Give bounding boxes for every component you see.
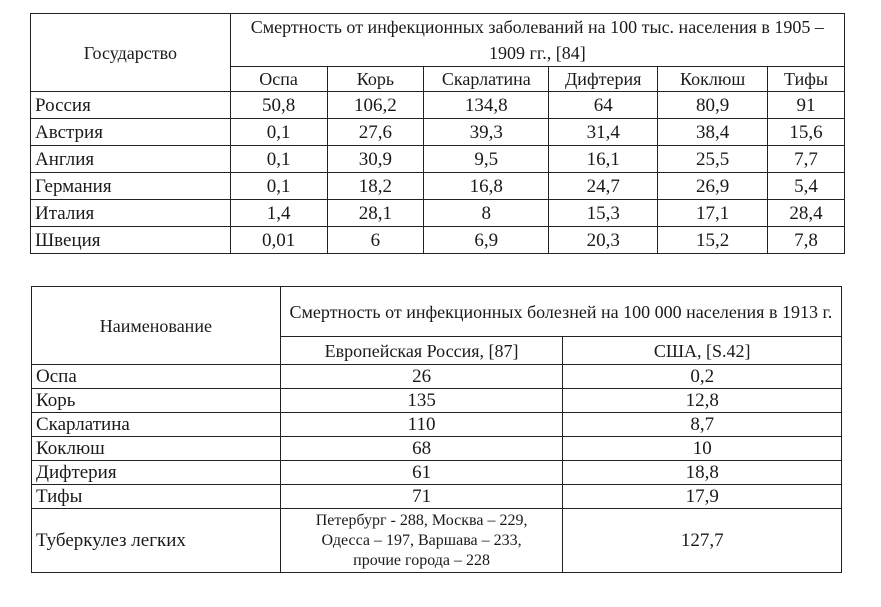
cell: 0,1 — [230, 119, 327, 146]
row-label: Туберкулез легких — [32, 509, 281, 573]
cell: 17,9 — [563, 485, 842, 509]
cell: 24,7 — [549, 173, 658, 200]
table-row — [31, 92, 845, 119]
cell: 18,2 — [327, 173, 424, 200]
row-label: Швеция — [31, 227, 231, 254]
cell: 61 — [280, 461, 563, 485]
table1-title-header: Смертность от инфекционных заболеваний на 100 тыс. населения в 1905 – 1909 гг., [84] — [230, 14, 844, 67]
cell: 7,7 — [768, 146, 845, 173]
cell: 91 — [768, 92, 845, 119]
cell: 0,2 — [563, 365, 842, 389]
row-label: Скарлатина — [32, 413, 281, 437]
table-row — [31, 200, 845, 227]
cell: 39,3 — [424, 119, 549, 146]
cell: 16,1 — [549, 146, 658, 173]
col-header: Оспа — [230, 67, 327, 92]
cell: 26 — [280, 365, 563, 389]
tuberculosis-russia-cell — [280, 509, 563, 573]
cell: 10 — [563, 437, 842, 461]
col-header: Тифы — [768, 67, 845, 92]
table-row — [31, 173, 845, 200]
cell: 6,9 — [424, 227, 549, 254]
table-row — [32, 437, 842, 461]
table-row — [32, 413, 842, 437]
cell: 0,01 — [230, 227, 327, 254]
cell: 6 — [327, 227, 424, 254]
cell: 15,6 — [768, 119, 845, 146]
cell: 5,4 — [768, 173, 845, 200]
row-label: Россия — [31, 92, 231, 119]
cell: 68 — [280, 437, 563, 461]
cell: 28,4 — [768, 200, 845, 227]
cell: 26,9 — [658, 173, 768, 200]
cell: 0,1 — [230, 173, 327, 200]
cell: 9,5 — [424, 146, 549, 173]
cell: 134,8 — [424, 92, 549, 119]
col-header: Корь — [327, 67, 424, 92]
col-header: Европейская Россия, [87] — [280, 337, 563, 365]
tuberculosis-usa-cell: 127,7 — [563, 509, 842, 573]
cell: 106,2 — [327, 92, 424, 119]
table-row — [31, 146, 845, 173]
mortality-table-1913 — [31, 286, 842, 573]
cell: 15,3 — [549, 200, 658, 227]
cell: 31,4 — [549, 119, 658, 146]
tuberculosis-russia-line: Одесса – 197, Варшава – 233, — [321, 531, 522, 549]
table-row — [32, 485, 842, 509]
cell: 80,9 — [658, 92, 768, 119]
table2-title-header: Смертность от инфекционных болезней на 100 000 населения в 1913 г. — [280, 287, 841, 337]
cell: 50,8 — [230, 92, 327, 119]
cell: 8,7 — [563, 413, 842, 437]
cell: 71 — [280, 485, 563, 509]
cell: 7,8 — [768, 227, 845, 254]
cell: 1,4 — [230, 200, 327, 227]
table-row — [32, 389, 842, 413]
table-row — [31, 119, 845, 146]
table-row — [32, 509, 842, 573]
cell: 30,9 — [327, 146, 424, 173]
table-row — [31, 227, 845, 254]
tuberculosis-russia-line: прочие города – 228 — [353, 551, 490, 569]
table-row — [32, 461, 842, 485]
row-label: Коклюш — [32, 437, 281, 461]
cell: 12,8 — [563, 389, 842, 413]
cell: 135 — [280, 389, 563, 413]
row-label: Германия — [31, 173, 231, 200]
mortality-table-1905-1909 — [30, 13, 845, 254]
cell: 110 — [280, 413, 563, 437]
cell: 0,1 — [230, 146, 327, 173]
row-label: Корь — [32, 389, 281, 413]
col-header: Скарлатина — [424, 67, 549, 92]
col-header: Коклюш — [658, 67, 768, 92]
cell: 64 — [549, 92, 658, 119]
cell: 8 — [424, 200, 549, 227]
cell: 28,1 — [327, 200, 424, 227]
cell: 27,6 — [327, 119, 424, 146]
cell: 15,2 — [658, 227, 768, 254]
cell: 16,8 — [424, 173, 549, 200]
name-header: Наименование — [32, 287, 281, 365]
tuberculosis-russia-line: Петербург - 288, Москва – 229, — [315, 511, 528, 529]
col-header: США, [S.42] — [563, 337, 842, 365]
row-label: Англия — [31, 146, 231, 173]
row-label: Тифы — [32, 485, 281, 509]
table-row — [32, 365, 842, 389]
row-label: Оспа — [32, 365, 281, 389]
row-label: Австрия — [31, 119, 231, 146]
cell: 17,1 — [658, 200, 768, 227]
row-label: Италия — [31, 200, 231, 227]
cell: 38,4 — [658, 119, 768, 146]
cell: 20,3 — [549, 227, 658, 254]
state-header: Государство — [31, 14, 231, 92]
col-header: Дифтерия — [549, 67, 658, 92]
row-label: Дифтерия — [32, 461, 281, 485]
cell: 18,8 — [563, 461, 842, 485]
cell: 25,5 — [658, 146, 768, 173]
